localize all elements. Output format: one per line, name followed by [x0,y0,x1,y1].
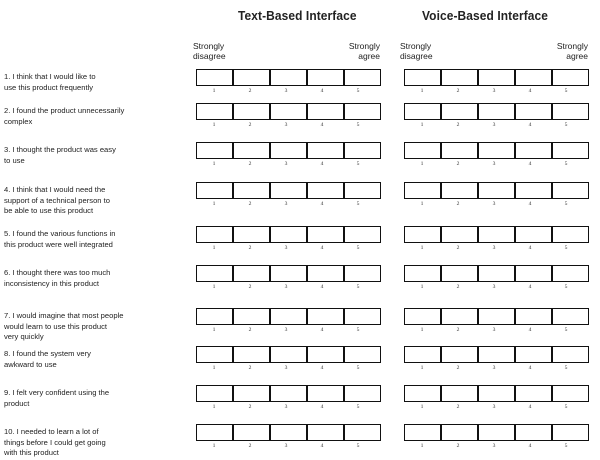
voice-rating-cell-2[interactable] [441,69,478,86]
text-rating-cell-5[interactable] [344,346,381,363]
text-rating-cell-2[interactable] [233,265,270,282]
scale-number: 1 [212,161,216,167]
scale-number: 1 [212,443,216,449]
question-1 [4,72,194,93]
scale-number: 2 [456,245,460,251]
scale-number: 4 [320,161,324,167]
voice-rating-scale-q1 [404,69,589,86]
voice-rating-cell-2[interactable] [441,346,478,363]
question-3 [4,145,194,166]
scale-number: 1 [420,161,424,167]
text-rating-cell-2[interactable] [233,346,270,363]
scale-number: 1 [420,443,424,449]
voice-rating-cell-3[interactable] [478,385,515,402]
text-scale-numbers-q3 [196,161,376,167]
scale-number: 3 [284,284,288,290]
voice-rating-cell-3[interactable] [478,69,515,86]
scale-number: 4 [528,284,532,290]
text-rating-cell-1[interactable] [196,265,233,282]
text-rating-cell-5[interactable] [344,308,381,325]
scale-number: 5 [356,161,360,167]
voice-rating-cell-3[interactable] [478,103,515,120]
question-line: 4. I think that I would need the [4,185,106,194]
scale-number: 2 [248,365,252,371]
text-strongly-disagree: Strongly disagree [193,41,226,61]
text-scale-numbers-q4 [196,201,376,207]
voice-rating-cell-3[interactable] [478,182,515,199]
voice-rating-cell-3[interactable] [478,424,515,441]
text-rating-cell-1[interactable] [196,346,233,363]
scale-number: 2 [456,122,460,128]
text-scale-numbers-q7 [196,327,376,333]
question-9 [4,388,194,409]
text-rating-cell-1[interactable] [196,424,233,441]
scale-number: 1 [212,245,216,251]
scale-number: 1 [420,404,424,410]
scale-number: 5 [564,201,568,207]
scale-number: 3 [492,327,496,333]
scale-number: 1 [420,201,424,207]
voice-rating-cell-4[interactable] [515,265,552,282]
text-rating-cell-4[interactable] [307,69,344,86]
scale-number: 3 [284,201,288,207]
text-rating-cell-2[interactable] [233,308,270,325]
voice-rating-cell-2[interactable] [441,103,478,120]
scale-number: 3 [492,284,496,290]
scale-number: 3 [284,404,288,410]
scale-number: 1 [212,284,216,290]
text-rating-cell-4[interactable] [307,385,344,402]
text-rating-cell-1[interactable] [196,103,233,120]
question-line: with this product [4,448,59,458]
question-line: inconsistency in this product [4,278,99,288]
text-rating-cell-2[interactable] [233,226,270,243]
question-line: 3. I thought the product was easy [4,145,116,154]
scale-number: 4 [320,245,324,251]
voice-rating-scale-q4 [404,182,589,199]
voice-rating-cell-5[interactable] [552,424,589,441]
text-rating-scale-q10 [196,424,381,441]
question-line: this product were well integrated [4,239,113,249]
scale-number: 2 [248,284,252,290]
text-rating-cell-1[interactable] [196,69,233,86]
scale-number: 5 [564,161,568,167]
scale-number: 2 [456,365,460,371]
voice-scale-numbers-q6 [404,284,584,290]
question-line: be able to use this product [4,206,94,216]
voice-rating-cell-1[interactable] [404,226,441,243]
scale-number: 4 [528,122,532,128]
voice-rating-scale-q9 [404,385,589,402]
question-line: awkward to use [4,359,57,369]
text-rating-cell-3[interactable] [270,308,307,325]
scale-number: 3 [492,122,496,128]
voice-rating-scale-q2 [404,103,589,120]
scale-number: 3 [284,88,288,94]
question-line: to use [4,155,25,165]
text-scale-numbers-q2 [196,122,376,128]
text-scale-numbers-q6 [196,284,376,290]
text-rating-cell-5[interactable] [344,69,381,86]
voice-scale-numbers-q4 [404,201,584,207]
scale-number: 5 [356,122,360,128]
question-line: use this product frequently [4,82,94,92]
text-rating-cell-3[interactable] [270,142,307,159]
scale-number: 1 [212,365,216,371]
scale-number: 4 [528,88,532,94]
question-line: things before I could get going [4,437,106,447]
voice-scale-numbers-q1 [404,88,584,94]
voice-rating-cell-1[interactable] [404,69,441,86]
voice-rating-cell-5[interactable] [552,308,589,325]
text-rating-cell-3[interactable] [270,69,307,86]
question-line: 5. I found the various functions in [4,229,116,238]
text-rating-cell-5[interactable] [344,385,381,402]
scale-number: 2 [456,404,460,410]
text-rating-cell-4[interactable] [307,182,344,199]
text-rating-cell-4[interactable] [307,103,344,120]
question-line: 10. I needed to learn a lot of [4,427,99,436]
text-rating-cell-3[interactable] [270,265,307,282]
scale-number: 4 [320,122,324,128]
scale-number: 5 [564,88,568,94]
scale-number: 3 [284,327,288,333]
voice-rating-cell-2[interactable] [441,385,478,402]
scale-number: 3 [284,365,288,371]
text-rating-cell-5[interactable] [344,142,381,159]
text-rating-cell-3[interactable] [270,103,307,120]
text-rating-cell-2[interactable] [233,424,270,441]
voice-rating-cell-5[interactable] [552,385,589,402]
text-rating-cell-4[interactable] [307,142,344,159]
text-rating-cell-1[interactable] [196,182,233,199]
voice-strongly-agree: Strongly agree [556,41,588,61]
scale-number: 3 [284,443,288,449]
scale-number: 5 [356,284,360,290]
scale-number: 1 [420,284,424,290]
text-scale-numbers-q1 [196,88,376,94]
scale-number: 5 [356,245,360,251]
voice-rating-cell-2[interactable] [441,226,478,243]
text-rating-cell-2[interactable] [233,182,270,199]
scale-number: 2 [248,327,252,333]
scale-number: 4 [528,327,532,333]
question-line: complex [4,116,33,126]
scale-number: 1 [212,404,216,410]
text-rating-scale-q2 [196,103,381,120]
question-line: product [4,398,30,408]
scale-number: 2 [248,88,252,94]
scale-number: 3 [492,365,496,371]
scale-number: 5 [564,284,568,290]
scale-number: 1 [420,365,424,371]
text-rating-cell-2[interactable] [233,385,270,402]
voice-scale-numbers-q3 [404,161,584,167]
text-rating-cell-3[interactable] [270,346,307,363]
text-rating-cell-4[interactable] [307,424,344,441]
voice-rating-cell-3[interactable] [478,346,515,363]
text-rating-scale-q7 [196,308,381,325]
text-rating-cell-4[interactable] [307,226,344,243]
scale-number: 4 [528,161,532,167]
scale-number: 1 [420,245,424,251]
scale-number: 1 [212,122,216,128]
text-scale-numbers-q8 [196,365,376,371]
voice-rating-cell-4[interactable] [515,142,552,159]
text-rating-cell-3[interactable] [270,385,307,402]
scale-number: 5 [356,201,360,207]
scale-number: 4 [528,404,532,410]
scale-number: 3 [492,245,496,251]
voice-rating-cell-2[interactable] [441,308,478,325]
text-rating-cell-5[interactable] [344,182,381,199]
scale-number: 1 [420,88,424,94]
voice-rating-cell-2[interactable] [441,424,478,441]
scale-number: 5 [564,404,568,410]
voice-rating-cell-3[interactable] [478,142,515,159]
scale-number: 3 [284,245,288,251]
scale-number: 3 [492,201,496,207]
voice-rating-cell-1[interactable] [404,103,441,120]
scale-number: 1 [420,122,424,128]
scale-number: 3 [492,88,496,94]
scale-number: 4 [320,404,324,410]
text-rating-cell-4[interactable] [307,265,344,282]
scale-number: 5 [356,327,360,333]
voice-rating-cell-5[interactable] [552,346,589,363]
text-strongly-agree: Strongly agree [348,41,380,61]
voice-scale-numbers-q2 [404,122,584,128]
question-line: 7. I would imagine that most people [4,311,124,320]
scale-number: 4 [528,245,532,251]
text-rating-cell-3[interactable] [270,424,307,441]
scale-number: 4 [320,365,324,371]
text-rating-scale-q5 [196,226,381,243]
voice-rating-cell-1[interactable] [404,265,441,282]
text-rating-cell-2[interactable] [233,142,270,159]
voice-scale-numbers-q7 [404,327,584,333]
question-8 [4,349,194,370]
voice-scale-numbers-q10 [404,443,584,449]
voice-rating-scale-q6 [404,265,589,282]
question-line: would learn to use this product [4,321,107,331]
voice-strongly-disagree: Strongly disagree [400,41,433,61]
scale-number: 2 [456,327,460,333]
voice-rating-scale-q5 [404,226,589,243]
text-rating-cell-1[interactable] [196,308,233,325]
text-rating-scale-q3 [196,142,381,159]
scale-number: 5 [564,122,568,128]
question-7 [4,311,194,343]
scale-number: 5 [564,365,568,371]
voice-rating-cell-1[interactable] [404,182,441,199]
scale-number: 1 [212,327,216,333]
scale-number: 1 [420,327,424,333]
question-5 [4,229,194,250]
voice-rating-cell-1[interactable] [404,424,441,441]
text-rating-scale-q8 [196,346,381,363]
scale-number: 2 [456,284,460,290]
text-rating-cell-5[interactable] [344,424,381,441]
voice-scale-numbers-q9 [404,404,584,410]
voice-rating-cell-3[interactable] [478,265,515,282]
text-rating-cell-5[interactable] [344,103,381,120]
voice-rating-cell-1[interactable] [404,142,441,159]
voice-rating-scale-q10 [404,424,589,441]
voice-rating-cell-4[interactable] [515,308,552,325]
voice-rating-cell-5[interactable] [552,226,589,243]
question-line: 1. I think that I would like to [4,72,96,81]
question-line: 8. I found the system very [4,349,91,358]
scale-number: 2 [456,161,460,167]
voice-rating-cell-4[interactable] [515,346,552,363]
scale-number: 5 [356,404,360,410]
voice-rating-cell-2[interactable] [441,142,478,159]
scale-number: 2 [248,245,252,251]
scale-number: 2 [456,88,460,94]
title-voice-interface: Voice-Based Interface [422,8,549,23]
text-rating-cell-1[interactable] [196,385,233,402]
voice-rating-cell-2[interactable] [441,265,478,282]
voice-rating-cell-4[interactable] [515,103,552,120]
scale-number: 5 [564,327,568,333]
voice-rating-cell-4[interactable] [515,69,552,86]
scale-number: 3 [492,161,496,167]
scale-number: 5 [356,88,360,94]
voice-rating-cell-2[interactable] [441,182,478,199]
text-scale-numbers-q9 [196,404,376,410]
text-rating-cell-4[interactable] [307,308,344,325]
text-rating-scale-q9 [196,385,381,402]
scale-number: 2 [248,122,252,128]
scale-number: 2 [248,404,252,410]
voice-rating-scale-q8 [404,346,589,363]
voice-rating-cell-4[interactable] [515,385,552,402]
scale-number: 4 [528,443,532,449]
text-scale-numbers-q10 [196,443,376,449]
title-text-interface: Text-Based Interface [238,8,357,23]
text-rating-scale-q4 [196,182,381,199]
voice-rating-cell-3[interactable] [478,226,515,243]
text-rating-cell-1[interactable] [196,142,233,159]
text-rating-cell-3[interactable] [270,226,307,243]
scale-number: 5 [564,245,568,251]
scale-number: 4 [320,88,324,94]
text-rating-cell-1[interactable] [196,226,233,243]
scale-number: 3 [492,404,496,410]
scale-number: 2 [248,161,252,167]
voice-rating-cell-5[interactable] [552,182,589,199]
scale-number: 5 [356,365,360,371]
text-rating-scale-q6 [196,265,381,282]
text-rating-cell-5[interactable] [344,265,381,282]
voice-rating-cell-4[interactable] [515,424,552,441]
text-rating-cell-4[interactable] [307,346,344,363]
question-line: 9. I felt very confident using the [4,388,110,397]
voice-rating-scale-q3 [404,142,589,159]
scale-number: 2 [248,443,252,449]
question-4 [4,185,194,217]
scale-number: 2 [456,443,460,449]
text-rating-scale-q1 [196,69,381,86]
question-line: very quickly [4,332,44,342]
scale-number: 3 [492,443,496,449]
voice-rating-cell-5[interactable] [552,103,589,120]
question-line: support of a technical person to [4,195,110,205]
scale-number: 4 [320,201,324,207]
voice-rating-cell-5[interactable] [552,142,589,159]
question-10 [4,427,194,459]
question-line: 6. I thought there was too much [4,268,111,277]
scale-number: 2 [456,201,460,207]
scale-number: 1 [212,201,216,207]
question-line: 2. I found the product unnecessarily [4,106,125,115]
text-scale-numbers-q5 [196,245,376,251]
voice-rating-cell-3[interactable] [478,308,515,325]
scale-number: 4 [320,327,324,333]
voice-rating-cell-1[interactable] [404,346,441,363]
scale-number: 3 [284,122,288,128]
text-rating-cell-2[interactable] [233,103,270,120]
voice-rating-cell-4[interactable] [515,226,552,243]
voice-rating-cell-1[interactable] [404,308,441,325]
scale-number: 4 [320,284,324,290]
scale-number: 4 [528,201,532,207]
text-rating-cell-3[interactable] [270,182,307,199]
voice-rating-cell-4[interactable] [515,182,552,199]
question-6 [4,268,194,289]
voice-scale-numbers-q5 [404,245,584,251]
scale-number: 5 [356,443,360,449]
scale-number: 5 [564,443,568,449]
text-rating-cell-2[interactable] [233,69,270,86]
voice-scale-numbers-q8 [404,365,584,371]
scale-number: 4 [320,443,324,449]
voice-rating-scale-q7 [404,308,589,325]
voice-rating-cell-1[interactable] [404,385,441,402]
scale-number: 2 [248,201,252,207]
scale-number: 1 [212,88,216,94]
voice-rating-cell-5[interactable] [552,69,589,86]
scale-number: 3 [284,161,288,167]
voice-rating-cell-5[interactable] [552,265,589,282]
text-rating-cell-5[interactable] [344,226,381,243]
scale-number: 4 [528,365,532,371]
question-2 [4,106,194,127]
